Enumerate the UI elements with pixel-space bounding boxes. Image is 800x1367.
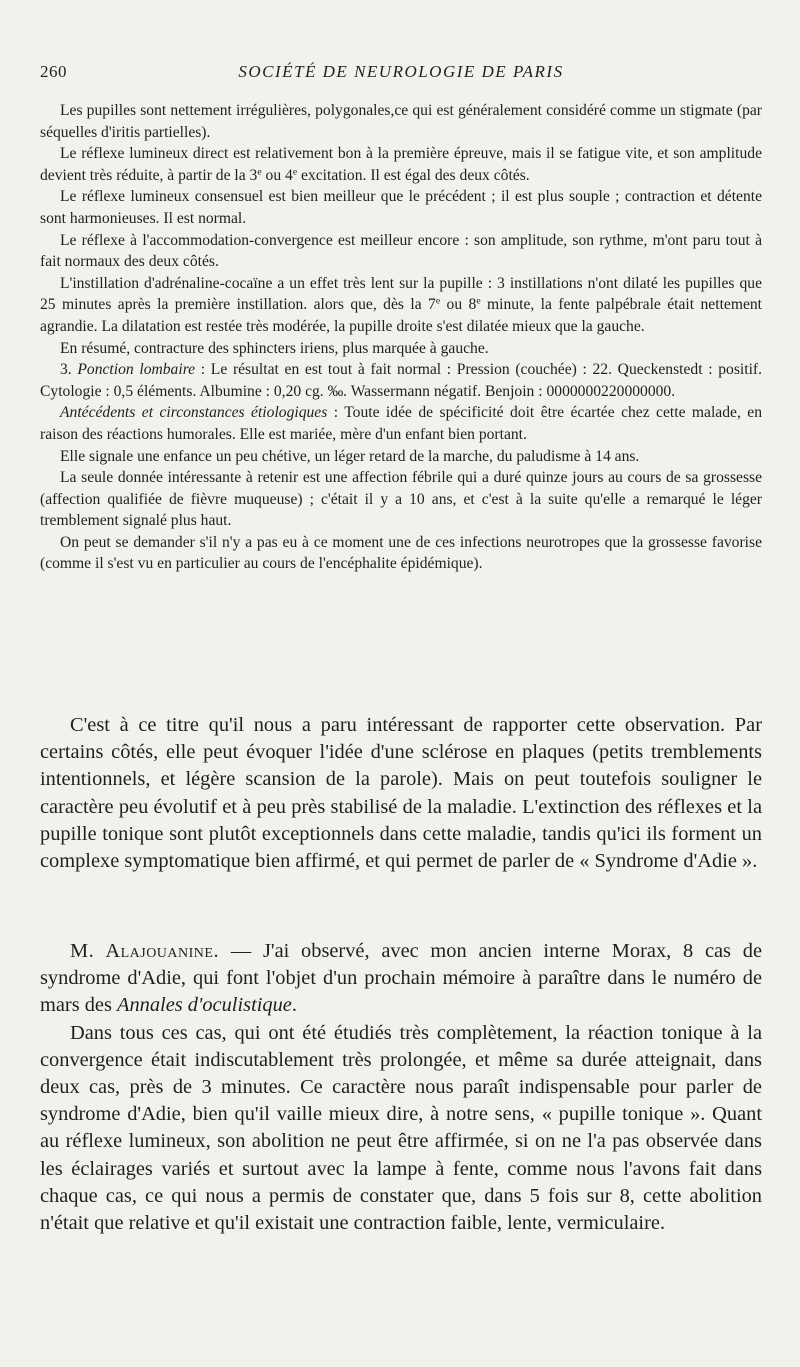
antecedents-label: Antécédents et circonstances étiologiques [60,404,328,422]
paragraph-conclusion: C'est à ce titre qu'il nous a paru intéressant de rapporter cette observation. Par certains côtés, elle peut évoquer l'idée d'une sclérose en plaques (petits tremblements intentionnels, et légère scansion de la parole). Mais on peut toutefois souligner le caractère peu évolutif et à peu près stabilisé de la maladie. L'extinction des réflexes et la pupille tonique sont plutôt exceptionnels dans cette maladie, tandis qu'ici ils forment un complexe symptomatique bien affirmé, et qui permet de parler de « Syndrome d'Adie ». [40,714,762,873]
speaker-name: M. Alajouanine. [70,940,220,962]
journal-title: SOCIÉTÉ DE NEUROLOGIE DE PARIS [238,62,564,81]
alajouanine-remarks [40,938,762,1237]
paragraph-neurotropic-infection: On peut se demander s'il n'y a pas eu à ce moment une de ces infections neurotropes que la grossesse favorise (comme il s'est vu en particulier au cours de l'encéphalite épidémique). [40,533,762,573]
lumbar-puncture-label: Ponction lombaire [77,361,196,379]
paragraph-instillation: L'instillation d'adrénaline-cocaïne a un effet très lent sur la pupille : 3 instillations n'ont dilaté les pupilles que 25 minutes après la première instillation. alors que, dès la 7e ou 8e minute, la fente palpébrale était nettement agrandie. La dilatation est restée très modérée, la pupille droite s'est dilatée mieux que la gauche. [40,274,762,335]
paragraph-childhood: Elle signale une enfance un peu chétive, un léger retard de la marche, du paludisme à 14 ans. [60,447,640,465]
paragraph-consensual-reflex: Le réflexe lumineux consensuel est bien meilleur que le précédent ; il est plus souple ; contraction et détente sont harmonieuses. Il est normal. [40,188,762,227]
paragraph-alajouanine: M. Alajouanine. — J'ai observé, avec mon ancien interne Morax, 8 cas de syndrome d'Adie, qui font l'objet d'un prochain mémoire à paraître dans le numéro de mars des Annales d'oculistique. [40,940,762,1017]
case-report-small-text [40,100,762,575]
paragraph-antecedents: Antécédents et circonstances étiologiques : Toute idée de spécificité doit être écartée chez cette malade, en raison des réactions humorales. Elle est mariée, mère d'un enfant bien portant. [40,404,762,443]
paragraph-summary: En résumé, contracture des sphincters iriens, plus marquée à gauche. [60,339,489,357]
paragraph-tonic-reaction: Dans tous ces cas, qui ont été étudiés très complètement, la réaction tonique à la convergence était indiscutablement très prolongée, et même sa durée atteignait, dans deux cas, près de 3 minutes. Ce caractère nous paraît indispensable pour parler de syndrome d'Adie, bien qu'il vaille mieux dire, à notre sens, « pupille tonique ». Quant au réflexe lumineux, son abolition ne peut être affirmée, si on ne l'a pas observée dans les éclairages variés et surtout avec la lampe à fente, comme nous l'avons fait dans chaque cas, ce qui nous a permis de constater que, dans 5 fois sur 8, cette abolition n'était que relative et qu'il existait une contraction faible, lente, vermiculaire. [40,1021,762,1235]
paragraph-lumbar-puncture: 3. Ponction lombaire : Le résultat en est tout à fait normal : Pression (couchée) : 22. Queckenstedt : positif. Cytologie : 0,5 éléments. Albumine : 0,20 cg. ‰. Wassermann négatif. Benjoin : 0000000220000000. [40,361,762,400]
discussion-text [40,712,762,875]
paragraph-febrile-affection: La seule donnée intéressante à retenir est une affection fébrile qui a duré quinze jours au cours de sa grossesse (affection qualifiée de fièvre muqueuse) ; c'était il y a 10 ans, et c'est à la suite qu'elle a remarqué le léger tremblement signalé plus haut. [40,469,762,530]
page-number: 260 [40,62,67,81]
journal-reference: Annales d'oculistique [117,994,292,1017]
paragraph-accommodation: Le réflexe à l'accommodation-convergence est meilleur encore : son amplitude, son rythme, m'ont paru tout à fait normaux des deux côtés. [40,231,762,271]
paragraph-direct-reflex: Le réflexe lumineux direct est relativement bon à la première épreuve, mais il se fatigue vite, et son amplitude devient très réduite, à partir de la 3e ou 4e excitation. Il est égal des deux côtés. [40,145,762,184]
running-head [40,62,762,86]
paragraph-pupils: Les pupilles sont nettement irrégulières, polygonales,ce qui est généralement considéré comme un stigmate (par séquelles d'iritis partielles). [40,102,762,141]
